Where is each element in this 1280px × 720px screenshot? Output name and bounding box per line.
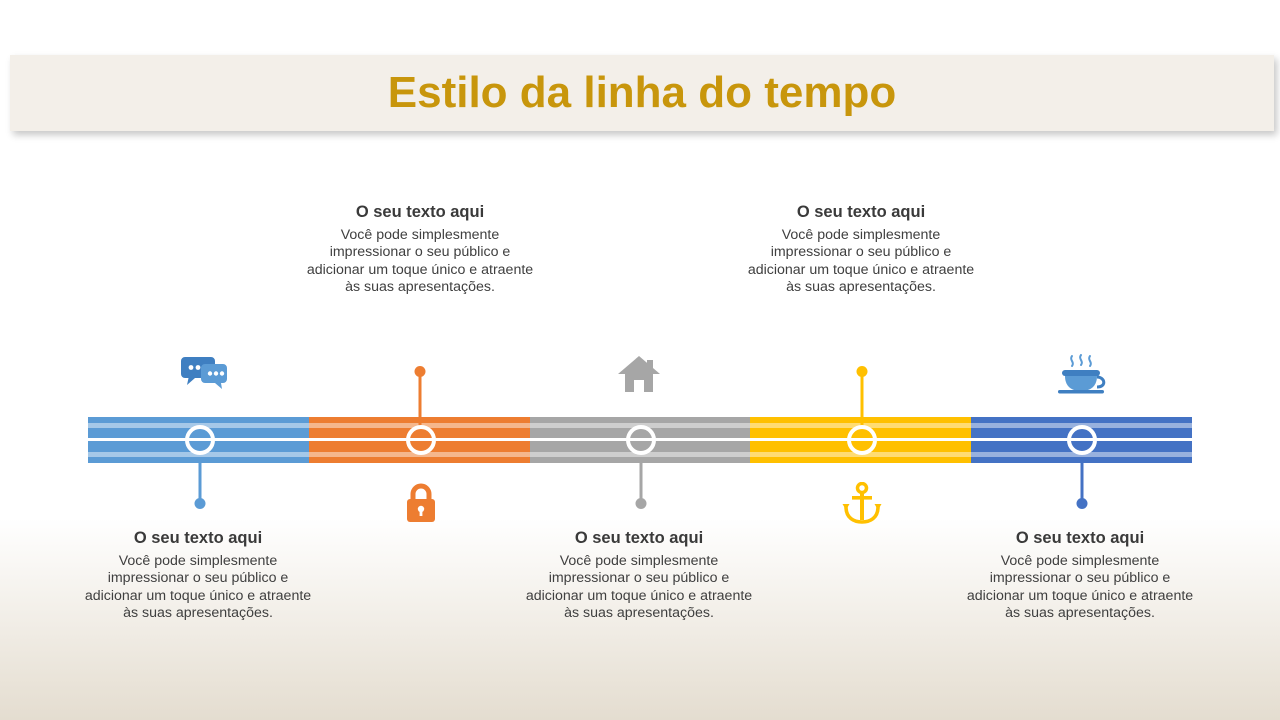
timeline-node-5[interactable] [1067,425,1097,455]
text-body: Você pode simplesmente impressionar o seu público e adicionar um toque único e atraente às suas apresentações. [525,553,753,621]
stem-dot-item-2 [415,366,426,377]
timeline-node-1[interactable] [185,425,215,455]
coffee-cup-icon [1055,352,1111,396]
text-heading: O seu texto aqui [133,529,263,547]
stem-dot-item-4 [857,366,868,377]
text-heading: O seu texto aqui [355,203,485,221]
stem-dot-item-1 [195,498,206,509]
text-block-item-5 [965,529,1195,622]
stem-item-1 [199,463,202,501]
stem-item-5 [1081,463,1084,501]
text-block-item-2 [305,203,535,296]
text-body: Você pode simplesmente impressionar o seu público e adicionar um toque único e atraente às suas apresentações. [306,227,534,295]
text-body: Você pode simplesmente impressionar o seu público e adicionar um toque único e atraente às suas apresentações. [966,553,1194,621]
lock-icon [393,481,449,525]
text-block-item-3 [524,529,754,622]
home-icon [611,352,667,396]
stem-dot-item-3 [636,498,647,509]
text-block-item-4 [746,203,976,296]
stem-item-3 [640,463,643,501]
text-heading: O seu texto aqui [574,529,704,547]
page-title: Estilo da linha do tempo [387,68,897,117]
timeline-node-4[interactable] [847,425,877,455]
text-block-item-1 [83,529,313,622]
stem-dot-item-5 [1077,498,1088,509]
chat-bubbles-icon [176,352,232,396]
text-body: Você pode simplesmente impressionar o seu público e adicionar um toque único e atraente às suas apresentações. [747,227,975,295]
timeline-node-3[interactable] [626,425,656,455]
text-body: Você pode simplesmente impressionar o seu público e adicionar um toque único e atraente às suas apresentações. [84,553,312,621]
text-heading: O seu texto aqui [796,203,926,221]
timeline-node-2[interactable] [406,425,436,455]
text-heading: O seu texto aqui [1015,529,1145,547]
anchor-icon [834,481,890,525]
title-band [10,55,1274,131]
